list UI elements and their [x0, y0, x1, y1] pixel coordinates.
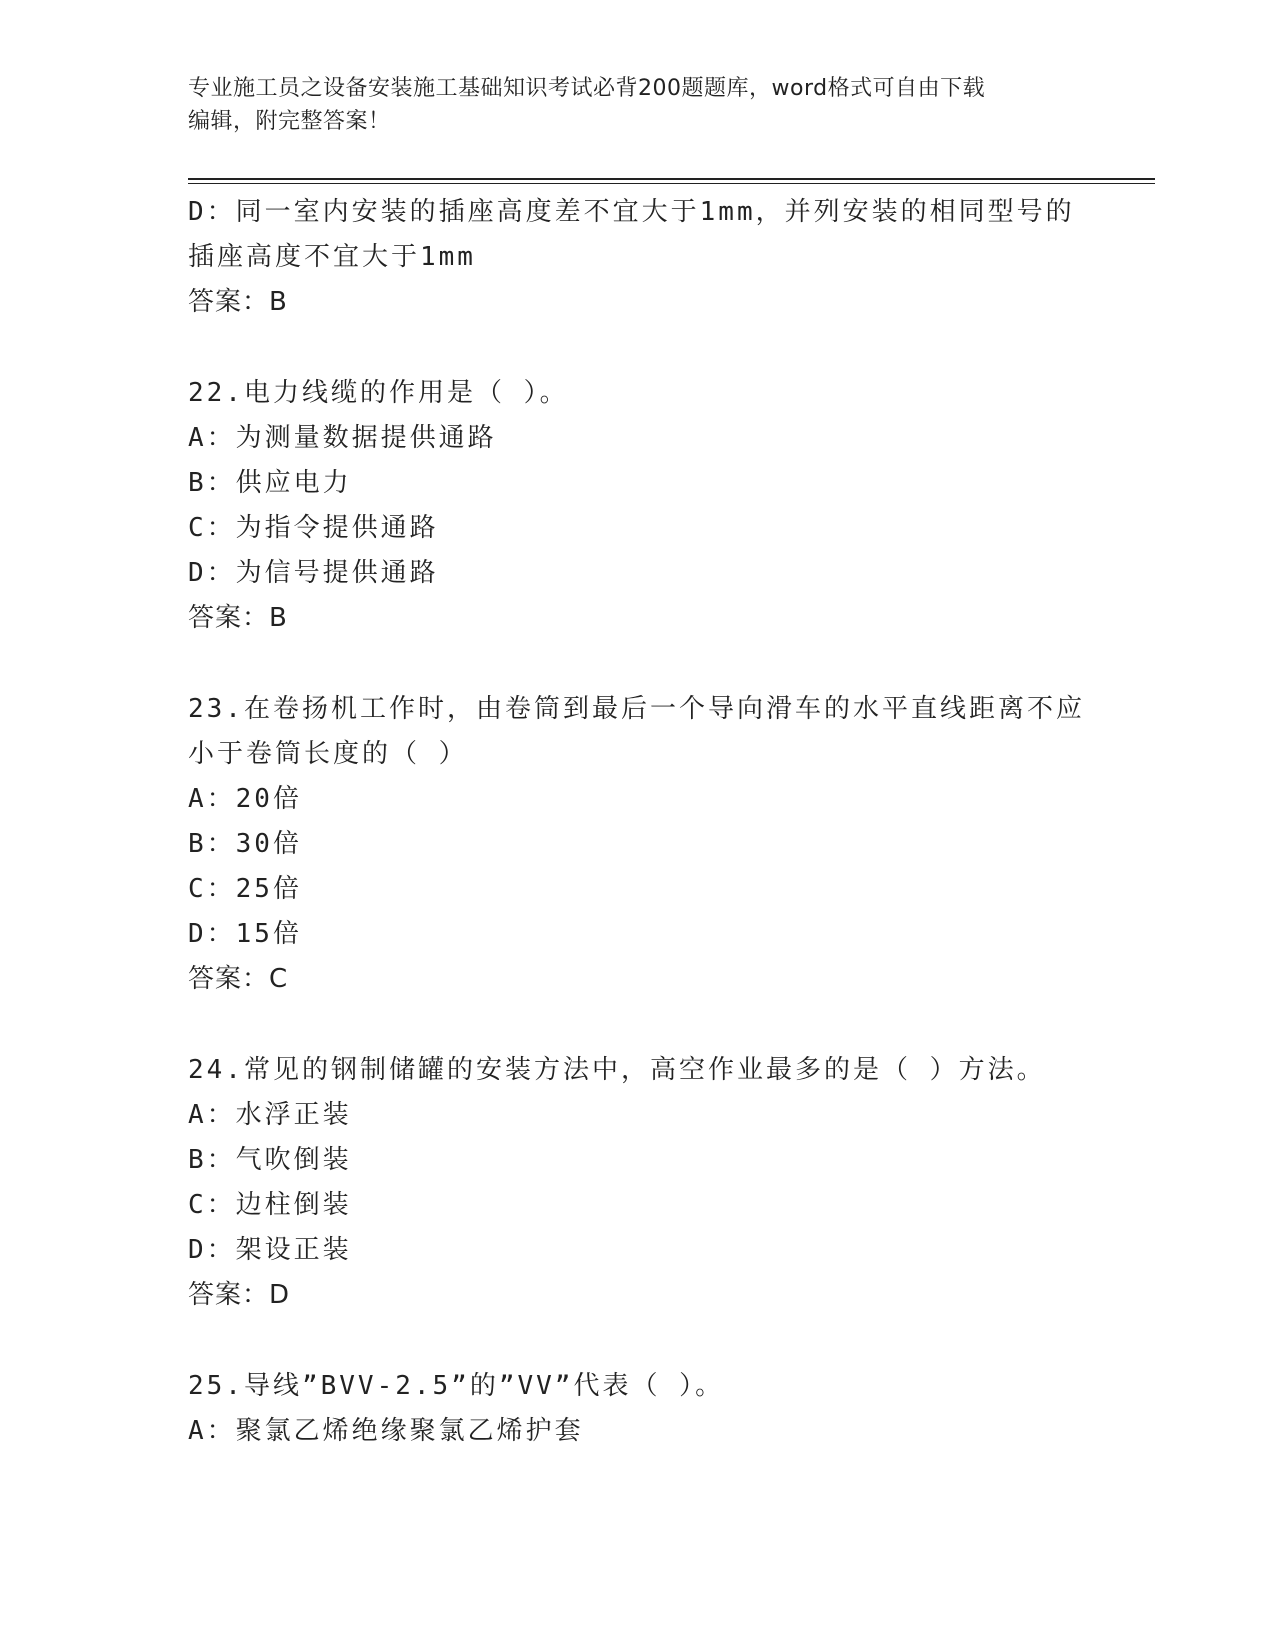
option-d-line-1: D：同一室内安装的插座高度差不宜大于1mm，并列安装的相同型号的: [188, 197, 1075, 227]
option-c: C：边柱倒装: [188, 1190, 352, 1220]
option-c: C：为指令提供通路: [188, 513, 439, 543]
header-rule-thick: [188, 178, 1155, 180]
question-content: [188, 190, 1088, 1454]
option-c: C：25倍: [188, 874, 302, 904]
option-d: D：架设正装: [188, 1235, 352, 1265]
question-fragment: [188, 190, 1088, 325]
option-a: A：为测量数据提供通路: [188, 423, 497, 453]
question-23: [188, 687, 1088, 1002]
option-d: D：15倍: [188, 919, 302, 949]
question-stem-cont: 小于卷筒长度的（ ）: [188, 739, 468, 769]
question-stem: 23.在卷扬机工作时，由卷筒到最后一个导向滑车的水平直线距离不应: [188, 694, 1085, 724]
question-stem: 22.电力线缆的作用是（ ）。: [188, 378, 569, 408]
document-header: [188, 72, 1088, 138]
question-25: [188, 1364, 1088, 1454]
answer-line: 答案：B: [188, 287, 288, 317]
option-b: B：气吹倒装: [188, 1145, 352, 1175]
spacer: [188, 1002, 1088, 1048]
option-d: D：为信号提供通路: [188, 558, 439, 588]
header-rule-thin: [188, 183, 1155, 184]
answer-line: 答案：B: [188, 603, 288, 633]
option-a: A：聚氯乙烯绝缘聚氯乙烯护套: [188, 1416, 584, 1446]
header-line-2: 编辑，附完整答案！: [188, 109, 391, 134]
question-22: [188, 371, 1088, 641]
option-b: B：30倍: [188, 829, 302, 859]
spacer: [188, 325, 1088, 371]
spacer: [188, 641, 1088, 687]
question-24: [188, 1048, 1088, 1318]
question-stem: 25.导线”BVV-2.5”的”VV”代表（ ）。: [188, 1371, 725, 1401]
option-a: A：水浮正装: [188, 1100, 352, 1130]
answer-line: 答案：C: [188, 964, 289, 994]
header-line-1: 专业施工员之设备安装施工基础知识考试必背200题题库，word格式可自由下载: [188, 76, 986, 101]
spacer: [188, 1318, 1088, 1364]
question-stem: 24.常见的钢制储罐的安装方法中，高空作业最多的是（ ）方法。: [188, 1055, 1046, 1085]
option-b: B：供应电力: [188, 468, 352, 498]
option-d-line-2: 插座高度不宜大于1mm: [188, 242, 476, 272]
answer-line: 答案：D: [188, 1280, 291, 1310]
option-a: A：20倍: [188, 784, 302, 814]
